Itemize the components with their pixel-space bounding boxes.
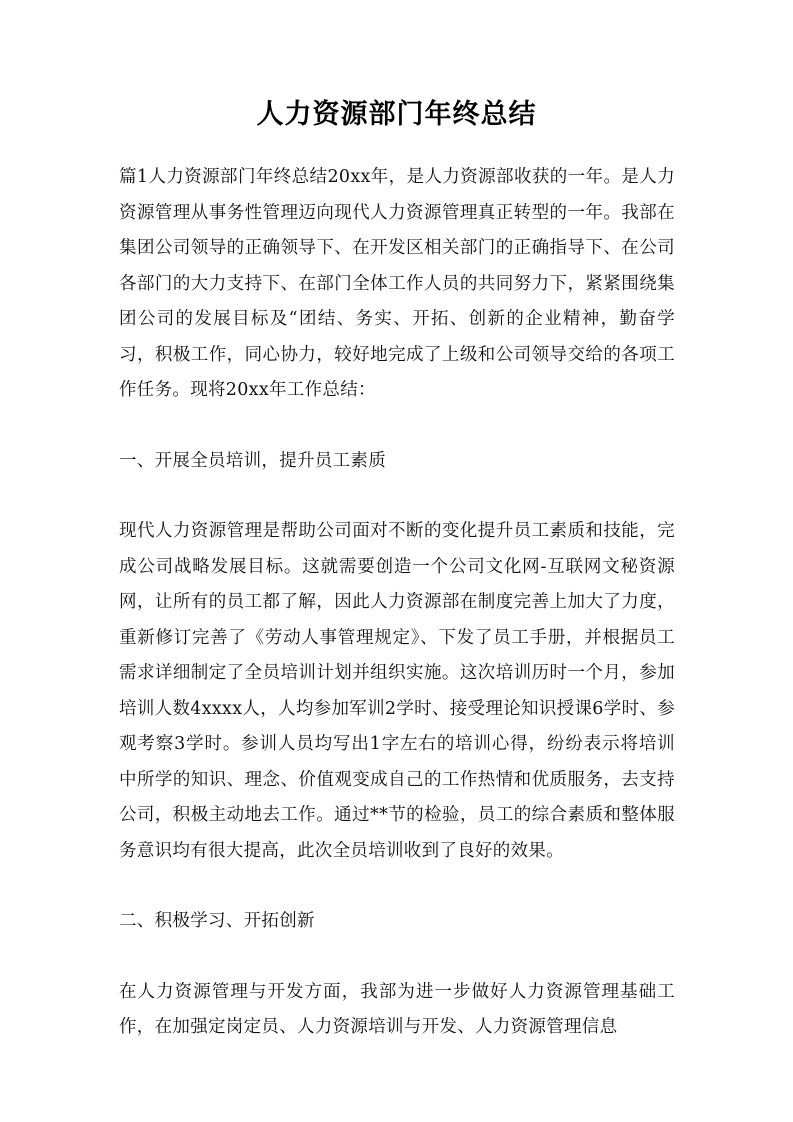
paragraph-hr-management: 在人力资源管理与开发方面，我部为进一步做好人力资源管理基础工作，在加强定岗定员、人力资源培训与开发、人力资源管理信息 — [119, 981, 675, 1037]
paragraph-intro: 篇1人力资源部门年终总结20xx年，是人力资源部收获的一年。是人力资源管理从事务性管理迈向现代人力资源管理真正转型的一年。我部在集团公司领导的正确领导下、在开发区相关部门的正确指导下、在公司各部门的大力支持下、在部门全体工作人员的共同努力下，紧紧围绕集团公司的发展目标及“团结、务实、开拓、创新的企业精神，勤奋学习，积极工作，同心协力，较好地完成了上级和公司领导交给的各项工作任务。现将20xx年工作总结： — [119, 167, 675, 400]
document-body — [119, 160, 675, 1046]
paragraph-training: 现代人力资源管理是帮助公司面对不断的变化提升员工素质和技能，完成公司战略发展目标。这就需要创造一个公司文化网-互联网文秘资源网，让所有的员工都了解，因此人力资源部在制度完善上加大了力度，重新修订完善了《劳动人事管理规定》、下发了员工手册，并根据员工需求详细制定了全员培训计划并组织实施。这次培训历时一个月，参加培训人数4xxxx人，人均参加军训2学时、接受理论知识授课6学时、参观考察3学时。参训人员均写出1字左右的培训心得，纷纷表示将培训中所学的知识、理念、价值观变成自己的工作热情和优质服务，去支持公司，积极主动地去工作。通过**节的检验，员工的综合素质和整体服务意识均有很大提高，此次全员培训收到了良好的效果。 — [119, 521, 675, 861]
paragraph-spacer — [119, 479, 675, 514]
paragraph-spacer — [119, 940, 675, 975]
paragraph-spacer — [119, 869, 675, 904]
section-heading-2: 二、积极学习、开拓创新 — [119, 911, 315, 931]
document-title: 人力资源部门年终总结 — [256, 99, 537, 130]
paragraph-spacer — [119, 409, 675, 444]
section-heading-1: 一、开展全员培训，提升员工素质 — [119, 450, 386, 471]
